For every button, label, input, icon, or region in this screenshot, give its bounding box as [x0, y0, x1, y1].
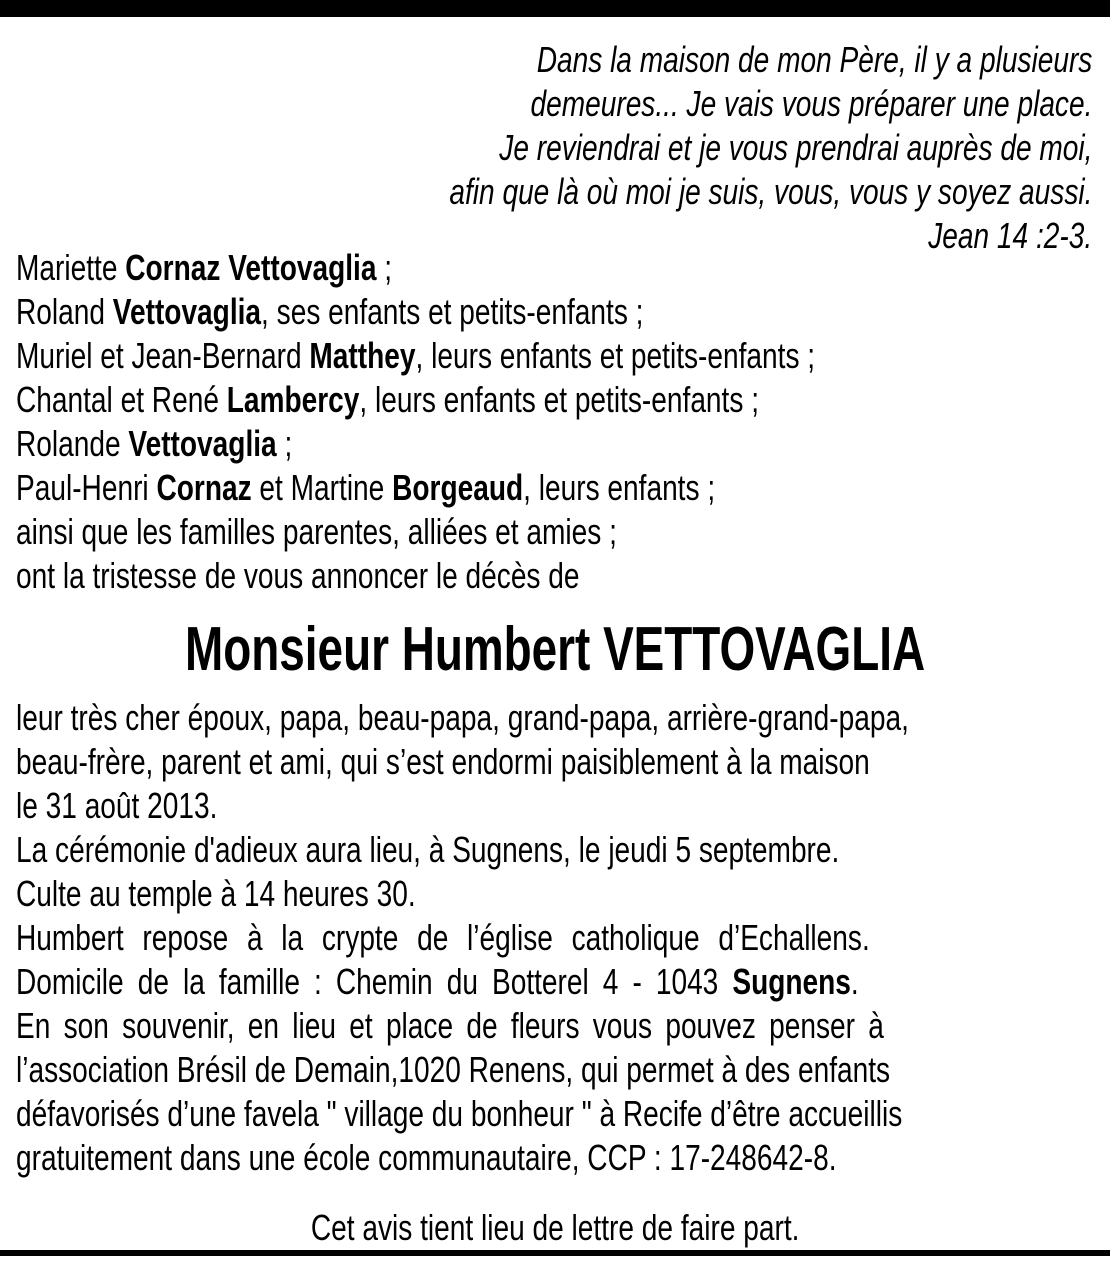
family-line: Chantal et René Lambercy, leurs enfants et petits-enfants ; [16, 379, 759, 420]
family-line: Roland Vettovaglia, ses enfants et petits-enfants ; [16, 291, 644, 332]
donation-line: En son souvenir, en lieu et place de fleurs vous pouvez penser à [16, 1005, 884, 1046]
body-line: beau-frère, parent et ami, qui s’est endormi paisiblement à la maison [16, 741, 870, 782]
ceremony-line: La cérémonie d'adieux aura lieu, à Sugnens, le jeudi 5 septembre. [16, 829, 840, 870]
body-line: Humbert repose à la crypte de l’église catholique d’Echallens. [16, 917, 870, 958]
donation-line: l’association Brésil de Demain,1020 Renens, qui permet à des enfants [16, 1049, 891, 1090]
top-rule [0, 0, 1110, 17]
family-line: Mariette Cornaz Vettovaglia ; [16, 247, 393, 288]
quote-line: afin que là où moi je suis, vous, vous y soyez aussi. [448, 171, 1092, 212]
quote-line: Je reviendrai et je vous prendrai auprès de moi, [498, 127, 1092, 168]
announcement-line: ont la tristesse de vous annoncer le décès de [16, 555, 580, 596]
footer-note: Cet avis tient lieu de lettre de faire part. [310, 1207, 800, 1248]
bottom-rule [0, 1250, 1110, 1256]
body-line: le 31 août 2013. [16, 785, 218, 826]
quote-line: Dans la maison de mon Père, il y a plusieurs [536, 39, 1092, 80]
family-line: Muriel et Jean-Bernard Matthey, leurs enfants et petits-enfants ; [16, 335, 816, 376]
service-time-line: Culte au temple à 14 heures 30. [16, 873, 416, 914]
family-line: Paul-Henri Cornaz et Martine Borgeaud, leurs enfants ; [16, 467, 716, 508]
body-line: leur très cher époux, papa, beau-papa, grand-papa, arrière-grand-papa, [16, 697, 909, 738]
donation-line: défavorisés d’une favela " village du bonheur " à Recife d’être accueillis [16, 1093, 903, 1134]
quote-line: demeures... Je vais vous préparer une place. [530, 83, 1092, 124]
deceased-name: Monsieur Humbert VETTOVAGLIA [184, 615, 926, 684]
family-line: Rolande Vettovaglia ; [16, 423, 293, 464]
donation-line: gratuitement dans une école communautaire, CCP : 17-248642-8. [16, 1137, 837, 1178]
quote-reference: Jean 14 :2-3. [928, 215, 1092, 256]
domicile-line: Domicile de la famille : Chemin du Botterel 4 - 1043 Sugnens. [16, 961, 859, 1002]
family-line: ainsi que les familles parentes, alliées et amies ; [16, 511, 617, 552]
